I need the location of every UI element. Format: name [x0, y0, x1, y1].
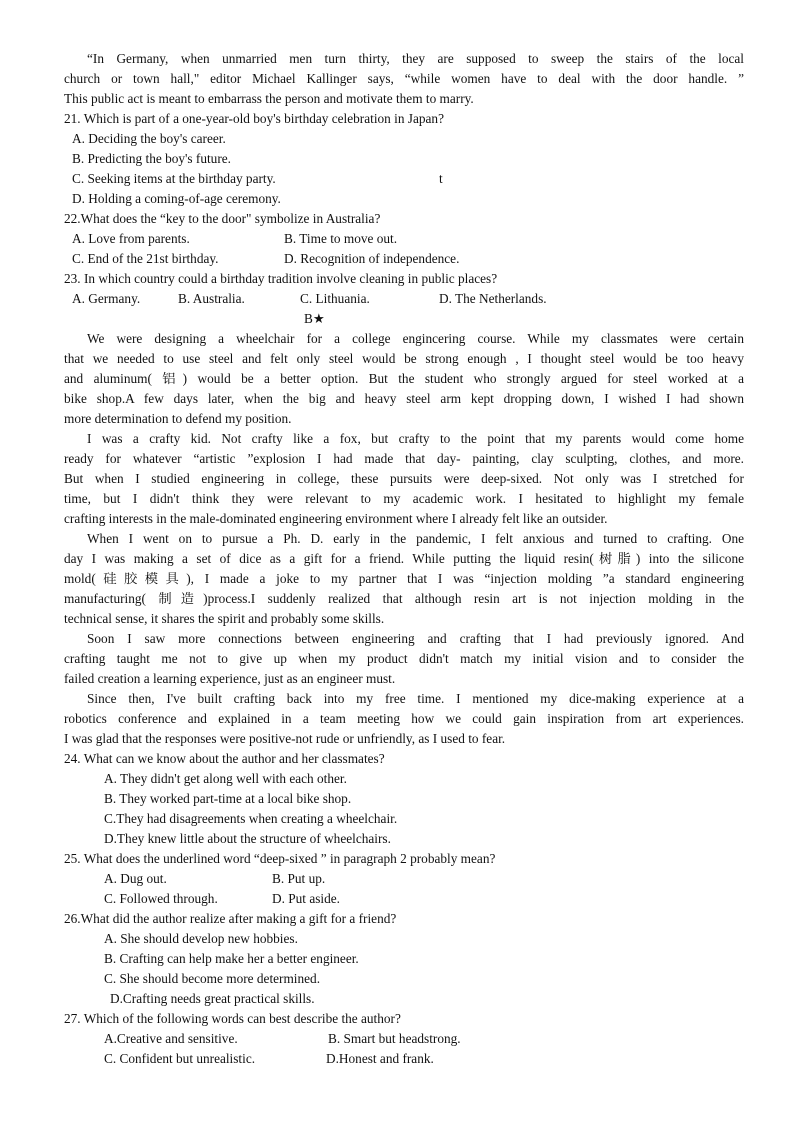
- section-b-heading: [304, 309, 325, 329]
- q24-option-b: B. They worked part-time at a local bike shop.: [104, 791, 352, 806]
- q22-option-b: B. Time to move out.: [284, 231, 398, 246]
- passage-b-line: I was a crafty kid. Not crafty like a fox, but crafty to the point that my parents would come home: [87, 431, 744, 446]
- q22-option-a: A. Love from parents.: [72, 231, 190, 246]
- q23-option-c: C. Lithuania.: [300, 291, 370, 306]
- question-22-stem: 22.What does the “key to the door" symbolize in Australia?: [64, 211, 381, 226]
- question-25-stem: 25. What does the underlined word “deep-sixed ” in paragraph 2 probably mean?: [64, 851, 496, 866]
- passage-b-line: When I went on to pursue a Ph. D. early in the pandemic, I felt anxious and turned to crafting. One: [87, 531, 744, 546]
- passage-b-line: time, but I didn't think they were relevant to my academic work. I hesitated to highlight my female: [64, 491, 744, 506]
- q22-option-c: C. End of the 21st birthday.: [72, 251, 219, 266]
- stray-mark: t: [439, 171, 443, 186]
- passage-a-line: This public act is meant to embarrass the person and motivate them to marry.: [64, 91, 474, 106]
- question-27-stem: 27. Which of the following words can best describe the author?: [64, 1011, 401, 1026]
- passage-b-line: bike shop.A few days later, when the big and heavy steel arm kept dropping down, I wished I had shown: [64, 391, 744, 406]
- question-26-stem: 26.What did the author realize after making a gift for a friend?: [64, 911, 397, 926]
- passage-b-line: I was glad that the responses were positive-not rude or unfriendly, as I used to fear.: [64, 731, 506, 746]
- q23-option-b: B. Australia.: [178, 291, 245, 306]
- question-24-stem: 24. What can we know about the author and her classmates?: [64, 751, 385, 766]
- passage-b-line: robotics conference and explained in a team meeting how we could gain inspiration from art experiences.: [64, 711, 744, 726]
- passage-b-line: crafting interests in the male-dominated engineering environment where I already felt like an outsider.: [64, 511, 608, 526]
- q27-option-d: D.Honest and frank.: [326, 1051, 434, 1066]
- q21-option-b: B. Predicting the boy's future.: [72, 151, 231, 166]
- q26-option-a: A. She should develop new hobbies.: [104, 931, 298, 946]
- passage-b-line: technical sense, it shares the spirit and probably some skills.: [64, 611, 385, 626]
- q23-option-a: A. Germany.: [72, 291, 141, 306]
- q26-option-b: B. Crafting can help make her a better engineer.: [104, 951, 359, 966]
- section-letter: B: [304, 311, 313, 326]
- question-21-stem: 21. Which is part of a one-year-old boy's birthday celebration in Japan?: [64, 111, 444, 126]
- q23-option-d: D. The Netherlands.: [439, 291, 547, 306]
- q26-option-c: C. She should become more determined.: [104, 971, 321, 986]
- q24-option-c: C.They had disagreements when creating a wheelchair.: [104, 811, 398, 826]
- passage-b-line: mold(硅胶模具), I made a joke to my partner that I was “injection molding ”a standard engineering: [64, 571, 744, 586]
- passage-b-line: Since then, I've built crafting back into my free time. I mentioned my dice-making experience at a: [87, 691, 744, 706]
- passage-b-line: and aluminum( 铝) would be a better option. But the student who strongly argued for steel worked at a: [64, 371, 744, 386]
- passage-b-line: that we needed to use steel and felt only steel would be strong enough , I thought steel would be too heavy: [64, 351, 744, 366]
- q21-option-a: A. Deciding the boy's career.: [72, 131, 226, 146]
- passage-b-line: We were designing a wheelchair for a college engincering course. While my classmates were certain: [87, 331, 744, 346]
- passage-b-line: ready for whatever “artistic ”explosion I had made that day- painting, clay sculpting, clothes, and more.: [64, 451, 744, 466]
- passage-b-line: manufacturing( 制造)process.I suddenly realized that although resin art is not injection molding in the: [64, 591, 744, 606]
- q24-option-d: D.They knew little about the structure of wheelchairs.: [104, 831, 391, 846]
- q25-option-b: B. Put up.: [272, 871, 326, 886]
- q25-option-a: A. Dug out.: [104, 871, 167, 886]
- q27-option-a: A.Creative and sensitive.: [104, 1031, 238, 1046]
- q21-option-c: C. Seeking items at the birthday party.: [72, 171, 276, 186]
- q27-option-c: C. Confident but unrealistic.: [104, 1051, 256, 1066]
- passage-a-line: church or town hall," editor Michael Kallinger says, “while women have to deal with the door handle. ”: [64, 71, 744, 86]
- q25-option-c: C. Followed through.: [104, 891, 218, 906]
- passage-b-line: more determination to defend my position.: [64, 411, 292, 426]
- passage-a-line: “In Germany, when unmarried men turn thirty, they are supposed to sweep the stairs of the local: [87, 51, 744, 66]
- passage-b-line: But when I studied engineering in college, these pursuits were deep-sixed. Not only was I stretched for: [64, 471, 744, 486]
- question-23-stem: 23. In which country could a birthday tradition involve cleaning in public places?: [64, 271, 498, 286]
- q22-option-d: D. Recognition of independence.: [284, 251, 460, 266]
- q25-option-d: D. Put aside.: [272, 891, 340, 906]
- passage-b-line: Soon I saw more connections between engineering and crafting that I had previously ignored. And: [87, 631, 744, 646]
- q26-option-d: D.Crafting needs great practical skills.: [110, 991, 315, 1006]
- passage-b-line: crafting taught me not to give up when my product didn't match my initial vision and to consider the: [64, 651, 744, 666]
- passage-b-line: day I was making a set of dice as a gift for a friend. While putting the liquid resin(树脂) into the silicone: [64, 551, 744, 566]
- q21-option-d: D. Holding a coming-of-age ceremony.: [72, 191, 281, 206]
- star-icon: ★: [312, 312, 325, 327]
- q24-option-a: A. They didn't get along well with each other.: [104, 771, 347, 786]
- passage-b-line: failed creation a learning experience, just as an engineer must.: [64, 671, 396, 686]
- q27-option-b: B. Smart but headstrong.: [328, 1031, 461, 1046]
